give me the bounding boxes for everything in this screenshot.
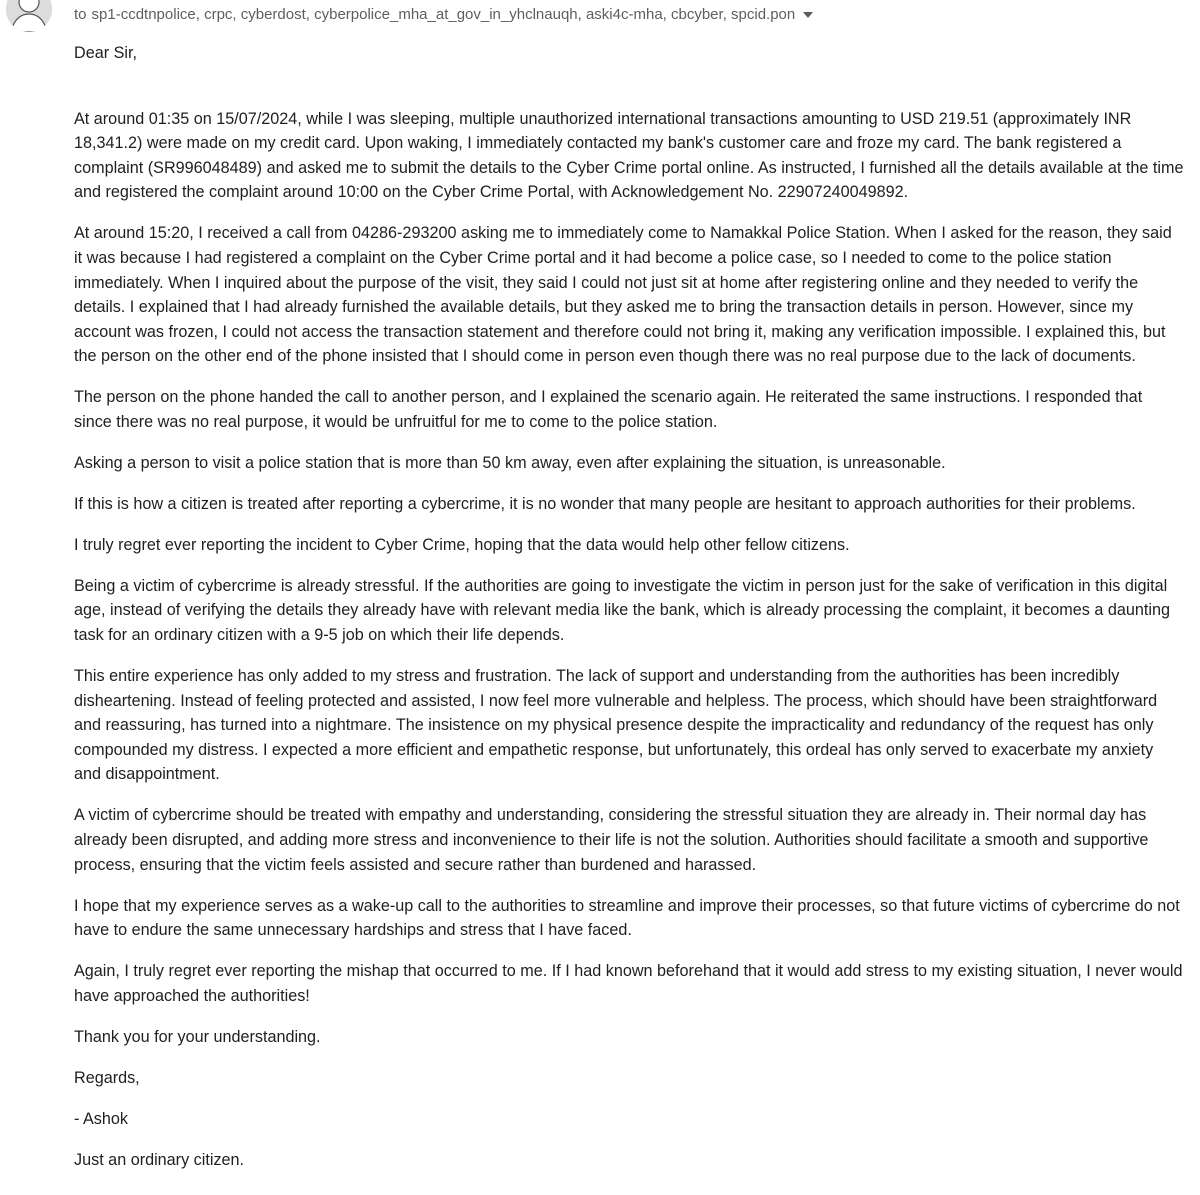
- body-paragraph-7: Being a victim of cybercrime is already stressful. If the authorities are going to investigate the victim in person just for the sake of verification in this digital age, instead of verifying the details they already have with relevant media like the bank, which is already processing the complaint, it becomes a daunting task for an ordinary citizen with a 9-5 job on which their life depends.: [74, 576, 1170, 645]
- body-paragraph-3: The person on the phone handed the call to another person, and I explained the scenario again. He reiterated the same instructions. I responded that since there was no real purpose, it would be unfruitful for me to come to the police station.: [74, 388, 1143, 431]
- expand-recipients-icon[interactable]: [803, 12, 813, 18]
- signature-tagline: Just an ordinary citizen.: [74, 1150, 245, 1169]
- body-paragraph-5: If this is how a citizen is treated after reporting a cybercrime, it is no wonder that many people are hesitant to approach authorities for their problems.: [74, 494, 1136, 513]
- body-paragraph-10: I hope that my experience serves as a wake-up call to the authorities to streamline and improve their processes, so that future victims of cybercrime do not have to endure the same unnecessary hardships and stress that I have faced.: [74, 896, 1180, 940]
- avatar-icon: [6, 0, 52, 32]
- recipients-list: sp1-ccdtnpolice, crpc, cyberdost, cyberpolice_mha_at_gov_in_yhclnauqh, aski4c-mha, cbcyber, spcid.pon: [91, 6, 796, 23]
- email-body: [74, 41, 1184, 1189]
- closing-regards: Regards,: [74, 1068, 140, 1087]
- recipients-line: [74, 6, 813, 23]
- salutation: Dear Sir,: [74, 44, 137, 62]
- closing-thanks: Thank you for your understanding.: [74, 1027, 321, 1046]
- signature-name: - Ashok: [74, 1109, 128, 1128]
- body-paragraph-8: This entire experience has only added to my stress and frustration. The lack of support and understanding from the authorities has been incredibly disheartening. Instead of feeling protected and assisted, I now feel more vulnerable and helpless. The process, which should have been straightforward and reassuring, has turned into a nightmare. The insistence on my physical presence despite the impracticality and redundancy of the request has only compounded my distress. I expected a more efficient and empathetic response, but unfortunately, this ordeal has only served to exacerbate my anxiety and disappointment.: [74, 667, 1158, 784]
- body-paragraph-9: A victim of cybercrime should be treated with empathy and understanding, considering the stressful situation they are already in. Their normal day has already been disrupted, and adding more stress and inconvenience to their life is not the solution. Authorities should facilitate a smooth and supportive process, ensuring that the victim feels assisted and secure rather than burdened and harassed.: [74, 806, 1149, 874]
- body-paragraph-1: At around 01:35 on 15/07/2024, while I was sleeping, multiple unauthorized international transactions amounting to USD 219.51 (approximately INR 18,341.2) were made on my credit card. Upon waking, I immediately contacted my bank's customer care and froze my card. The bank registered a complaint (SR996048489) and asked me to submit the details to the Cyber Crime portal online. As instructed, I furnished all the details available at the time and registered the complaint around 10:00 on the Cyber Crime Portal, with Acknowledgement No. 22907240049892.: [74, 109, 1184, 202]
- body-paragraph-2: At around 15:20, I received a call from 04286-293200 asking me to immediately come to Namakkal Police Station. When I asked for the reason, they said it was because I had registered a complaint on the Cyber Crime portal and it had become a police case, so I needed to come to the police station immediately. When I inquired about the purpose of the visit, they said I could not just sit at home after registering online and they needed to verify the details. I explained that I had already furnished the available details, but they asked me to bring the transaction details in person. However, since my account was frozen, I could not access the transaction statement and therefore could not bring it, making any verification impossible. I explained this, but the person on the other end of the phone insisted that I should come in person even though there was no real purpose due to the lack of documents.: [74, 224, 1172, 366]
- sender-avatar: [6, 0, 52, 32]
- body-paragraph-11: Again, I truly regret ever reporting the mishap that occurred to me. If I had known beforehand that it would add stress to my existing situation, I never would have approached the authorities!: [74, 962, 1183, 1005]
- body-paragraph-6: I truly regret ever reporting the incident to Cyber Crime, hoping that the data would help other fellow citizens.: [74, 535, 850, 554]
- body-paragraph-4: Asking a person to visit a police station that is more than 50 km away, even after explaining the situation, is unreasonable.: [74, 453, 946, 472]
- recipients-prefix: to: [74, 6, 87, 23]
